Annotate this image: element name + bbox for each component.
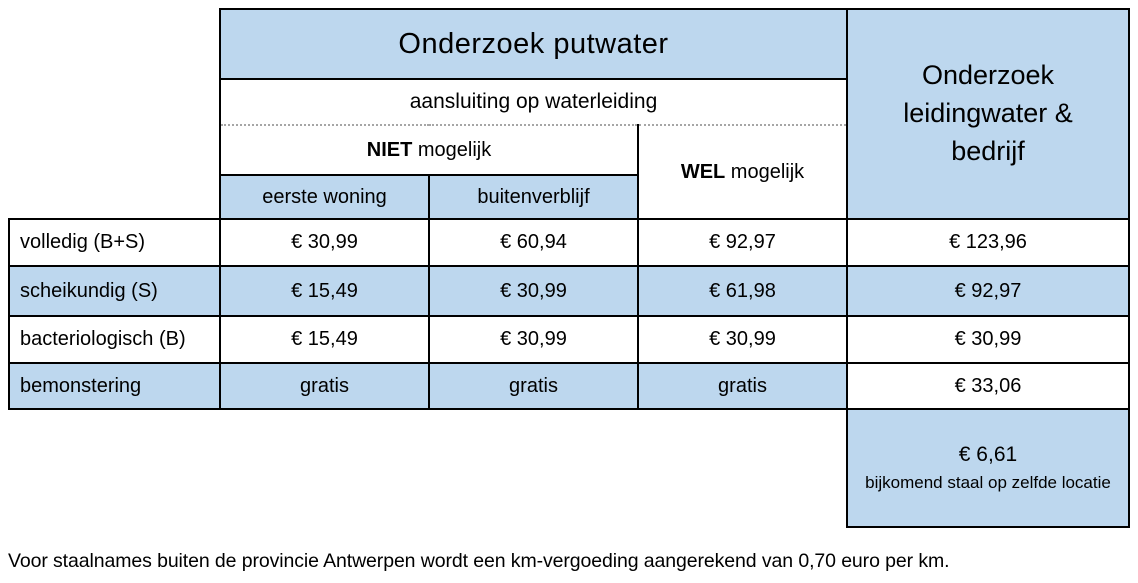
- extra-note: bijkomend staal op zelfde locatie: [865, 472, 1111, 492]
- price-table: [8, 8, 1130, 528]
- wel-bold-label: WEL: [680, 160, 726, 183]
- subheader-aansluiting: aansluiting op waterleiding: [220, 79, 847, 125]
- price-cell: € 60,94: [429, 219, 638, 266]
- table-row: [9, 316, 1129, 363]
- row-label-bemonstering: bemonstering: [9, 363, 220, 409]
- extra-price: € 6,61: [958, 443, 1018, 467]
- price-cell: € 30,99: [220, 219, 429, 266]
- leidingwater-header: Onderzoek leidingwater & bedrijf: [847, 9, 1129, 219]
- price-cell: € 123,96: [847, 219, 1129, 266]
- price-cell: gratis: [638, 363, 847, 409]
- price-cell: gratis: [429, 363, 638, 409]
- price-cell: € 92,97: [847, 266, 1129, 316]
- price-cell: € 15,49: [220, 266, 429, 316]
- price-cell: € 30,99: [429, 316, 638, 363]
- row-label-bacteriologisch: bacteriologisch (B): [9, 316, 220, 363]
- table-row: [9, 266, 1129, 316]
- price-cell: € 30,99: [847, 316, 1129, 363]
- price-cell: € 30,99: [638, 316, 847, 363]
- footer-note: Voor staalnames buiten de provincie Antwerpen wordt een km-vergoeding aangerekend van 0,70 euro per km.: [8, 550, 950, 572]
- extra-cost-cell: [847, 409, 1129, 527]
- niet-bold-label: NIET: [366, 138, 413, 161]
- price-cell: € 15,49: [220, 316, 429, 363]
- wel-mogelijk-header: [638, 125, 847, 219]
- col-header-eerste-woning: eerste woning: [220, 175, 429, 219]
- table-row: [9, 363, 1129, 409]
- price-cell: gratis: [220, 363, 429, 409]
- col-header-buitenverblijf: buitenverblijf: [429, 175, 638, 219]
- bottom-left-spacer: [9, 409, 847, 527]
- niet-rest-label: mogelijk: [412, 138, 492, 161]
- putwater-header: Onderzoek putwater: [220, 9, 847, 79]
- wel-rest-label: mogelijk: [725, 160, 805, 183]
- top-left-spacer: [9, 9, 220, 219]
- price-cell: € 92,97: [638, 219, 847, 266]
- niet-mogelijk-header: [220, 125, 638, 175]
- row-label-volledig: volledig (B+S): [9, 219, 220, 266]
- row-label-scheikundig: scheikundig (S): [9, 266, 220, 316]
- price-cell: € 33,06: [847, 363, 1129, 409]
- price-cell: € 61,98: [638, 266, 847, 316]
- price-cell: € 30,99: [429, 266, 638, 316]
- table-row: [9, 219, 1129, 266]
